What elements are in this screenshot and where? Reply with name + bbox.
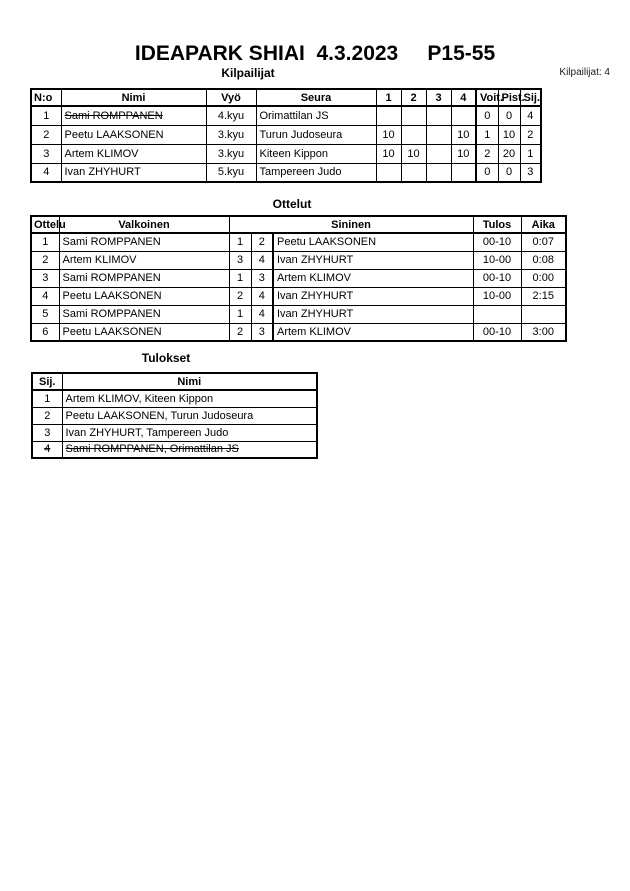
cell-match2: 10 [401,144,426,163]
cell-nimi: Ivan ZHYHURT [61,163,206,182]
cell-match-no: 3 [31,269,59,287]
cell-blue-num: 3 [251,323,273,341]
cell-blue-num: 2 [251,233,273,251]
col-header-aika: Aika [521,216,566,233]
matches-table [30,215,567,342]
cell-vyo: 4.kyu [206,106,256,125]
cell-match-no: 6 [31,323,59,341]
cell-aika: 2:15 [521,287,566,305]
cell-match4 [451,106,476,125]
cell-nimi: Peetu LAAKSONEN [61,125,206,144]
cell-no: 2 [31,125,61,144]
cell-aika: 0:08 [521,251,566,269]
cell-white-name: Artem KLIMOV [59,251,229,269]
cell-voit: 0 [476,106,498,125]
col-header-match3: 3 [426,89,451,106]
cell-blue-num: 4 [251,305,273,323]
col-header-tulos: Tulos [473,216,521,233]
cell-blue-name: Artem KLIMOV [273,269,473,287]
cell-tulos: 00-10 [473,233,521,251]
cell-nimi: Artem KLIMOV, Kiteen Kippon [62,390,317,407]
cell-blue-name: Peetu LAAKSONEN [273,233,473,251]
cell-match2 [401,125,426,144]
cell-match3 [426,144,451,163]
col-header-sij: Sij. [520,89,541,106]
col-header-sij: Sij. [32,373,62,390]
cell-vyo: 3.kyu [206,125,256,144]
cell-sij: 3 [32,424,62,441]
cell-blue-name: Ivan ZHYHURT [273,287,473,305]
competitors-header-row [31,89,541,106]
cell-vyo: 3.kyu [206,144,256,163]
cell-blue-num: 4 [251,251,273,269]
col-header-match1: 1 [376,89,401,106]
cell-tulos: 00-10 [473,323,521,341]
cell-match1: 10 [376,144,401,163]
cell-blue-name: Ivan ZHYHURT [273,251,473,269]
col-header-pist: Pist. [498,89,520,106]
cell-voit: 2 [476,144,498,163]
cell-seura: Orimattilan JS [256,106,376,125]
cell-nimi: Sami ROMPPANEN, Orimattilan JS [62,441,317,458]
results-header-row [32,373,317,390]
cell-pist: 20 [498,144,520,163]
cell-aika: 0:00 [521,269,566,287]
col-header-nimi: Nimi [61,89,206,106]
result-row [32,441,317,458]
cell-white-name: Sami ROMPPANEN [59,233,229,251]
cell-tulos: 10-00 [473,251,521,269]
cell-aika: 3:00 [521,323,566,341]
cell-sij: 1 [32,390,62,407]
competitor-row [31,106,541,125]
match-row [31,323,566,341]
cell-no: 4 [31,163,61,182]
cell-white-num: 1 [229,269,251,287]
cell-blue-name: Ivan ZHYHURT [273,305,473,323]
competitor-row [31,125,541,144]
col-header-ottelu: Ottelu [31,216,59,233]
cell-match4: 10 [451,144,476,163]
cell-white-num: 1 [229,233,251,251]
cell-match1 [376,106,401,125]
result-row [32,390,317,407]
cell-sij: 4 [520,106,541,125]
cell-sij: 1 [520,144,541,163]
cell-sij: 4 [32,441,62,458]
cell-white-num: 3 [229,251,251,269]
col-header-voit: Voit. [476,89,498,106]
result-row [32,407,317,424]
cell-aika: 0:07 [521,233,566,251]
cell-seura: Kiteen Kippon [256,144,376,163]
cell-white-name: Sami ROMPPANEN [59,305,229,323]
cell-nimi: Artem KLIMOV [61,144,206,163]
cell-match4: 10 [451,125,476,144]
col-header-match4: 4 [451,89,476,106]
cell-pist: 0 [498,163,520,182]
cell-match-no: 4 [31,287,59,305]
cell-match-no: 2 [31,251,59,269]
cell-match-no: 1 [31,233,59,251]
col-header-sininen: Sininen [229,216,473,233]
cell-nimi: Sami ROMPPANEN [61,106,206,125]
cell-voit: 1 [476,125,498,144]
section-label-tulokset: Tulokset [141,351,191,365]
cell-nimi: Peetu LAAKSONEN, Turun Judoseura [62,407,317,424]
col-header-no: N:o [31,89,61,106]
col-header-match2: 2 [401,89,426,106]
competitors-table [30,88,542,183]
col-header-nimi: Nimi [62,373,317,390]
cell-match-no: 5 [31,305,59,323]
cell-tulos [473,305,521,323]
cell-white-num: 2 [229,287,251,305]
competitors-count: Kilpailijat: 4 [559,67,610,78]
cell-match1: 10 [376,125,401,144]
section-label-kilpailijat: Kilpailijat [221,66,275,80]
cell-match3 [426,106,451,125]
col-header-vyo: Vyö [206,89,256,106]
match-row [31,233,566,251]
cell-tulos: 00-10 [473,269,521,287]
cell-sij: 3 [520,163,541,182]
matches-header-row [31,216,566,233]
match-row [31,305,566,323]
cell-white-name: Peetu LAAKSONEN [59,323,229,341]
cell-aika [521,305,566,323]
cell-sij: 2 [32,407,62,424]
cell-match1 [376,163,401,182]
cell-no: 3 [31,144,61,163]
results-table [31,372,318,459]
cell-seura: Tampereen Judo [256,163,376,182]
cell-match2 [401,106,426,125]
cell-match3 [426,125,451,144]
match-row [31,287,566,305]
cell-seura: Turun Judoseura [256,125,376,144]
cell-white-num: 1 [229,305,251,323]
cell-white-num: 2 [229,323,251,341]
match-row [31,269,566,287]
section-label-ottelut: Ottelut [272,197,312,211]
cell-nimi: Ivan ZHYHURT, Tampereen Judo [62,424,317,441]
cell-match3 [426,163,451,182]
col-header-seura: Seura [256,89,376,106]
cell-voit: 0 [476,163,498,182]
cell-pist: 0 [498,106,520,125]
cell-blue-name: Artem KLIMOV [273,323,473,341]
cell-match4 [451,163,476,182]
cell-white-name: Sami ROMPPANEN [59,269,229,287]
match-row [31,251,566,269]
competitor-row [31,163,541,182]
cell-match2 [401,163,426,182]
result-row [32,424,317,441]
cell-sij: 2 [520,125,541,144]
cell-pist: 10 [498,125,520,144]
cell-no: 1 [31,106,61,125]
cell-white-name: Peetu LAAKSONEN [59,287,229,305]
cell-tulos: 10-00 [473,287,521,305]
competitor-row [31,144,541,163]
col-header-valkoinen: Valkoinen [59,216,229,233]
cell-blue-num: 3 [251,269,273,287]
page-title: IDEAPARK SHIAI 4.3.2023 P15-55 [134,42,496,65]
cell-vyo: 5.kyu [206,163,256,182]
cell-blue-num: 4 [251,287,273,305]
